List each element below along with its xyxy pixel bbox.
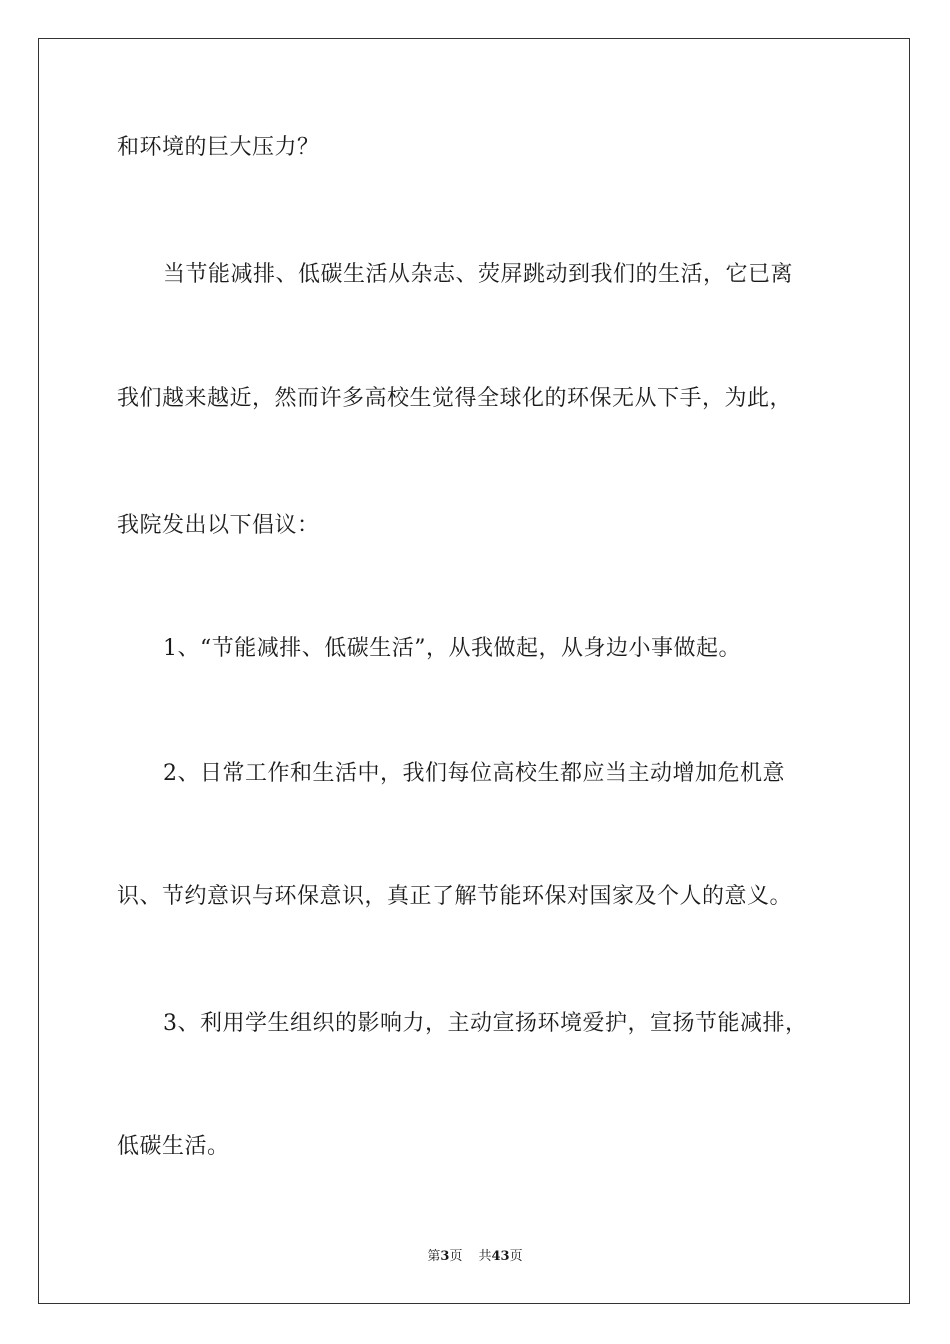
total-suffix: 页 [509, 1249, 523, 1264]
total-prefix: 共 [478, 1249, 492, 1264]
current-page-number: 3 [440, 1249, 450, 1264]
page-suffix: 页 [449, 1249, 463, 1264]
text-line-4: 我院发出以下倡议： [117, 513, 320, 538]
text-line-3: 我们越来越近，然而许多高校生觉得全球化的环保无从下手，为此， [117, 386, 793, 411]
text-line-7: 识、节约意识与环保意识，真正了解节能环保对国家及个人的意义。 [117, 884, 793, 909]
text-line-6: 2、日常工作和生活中，我们每位高校生都应当主动增加危机意 [163, 761, 785, 786]
text-line-8: 3、利用学生组织的影响力，主动宣扬环境爱护，宣扬节能减排， [163, 1011, 808, 1036]
page-border [38, 38, 910, 1304]
page-prefix: 第 [427, 1249, 441, 1264]
text-line-5: 1、“节能减排、低碳生活”，从我做起，从身边小事做起。 [163, 636, 741, 661]
text-line-9: 低碳生活。 [117, 1134, 230, 1159]
page-footer [0, 1249, 950, 1265]
text-line-2: 当节能减排、低碳生活从杂志、荧屏跳动到我们的生活，它已离 [163, 262, 794, 287]
text-line-1: 和环境的巨大压力？ [117, 135, 320, 160]
total-page-number: 43 [491, 1249, 510, 1264]
